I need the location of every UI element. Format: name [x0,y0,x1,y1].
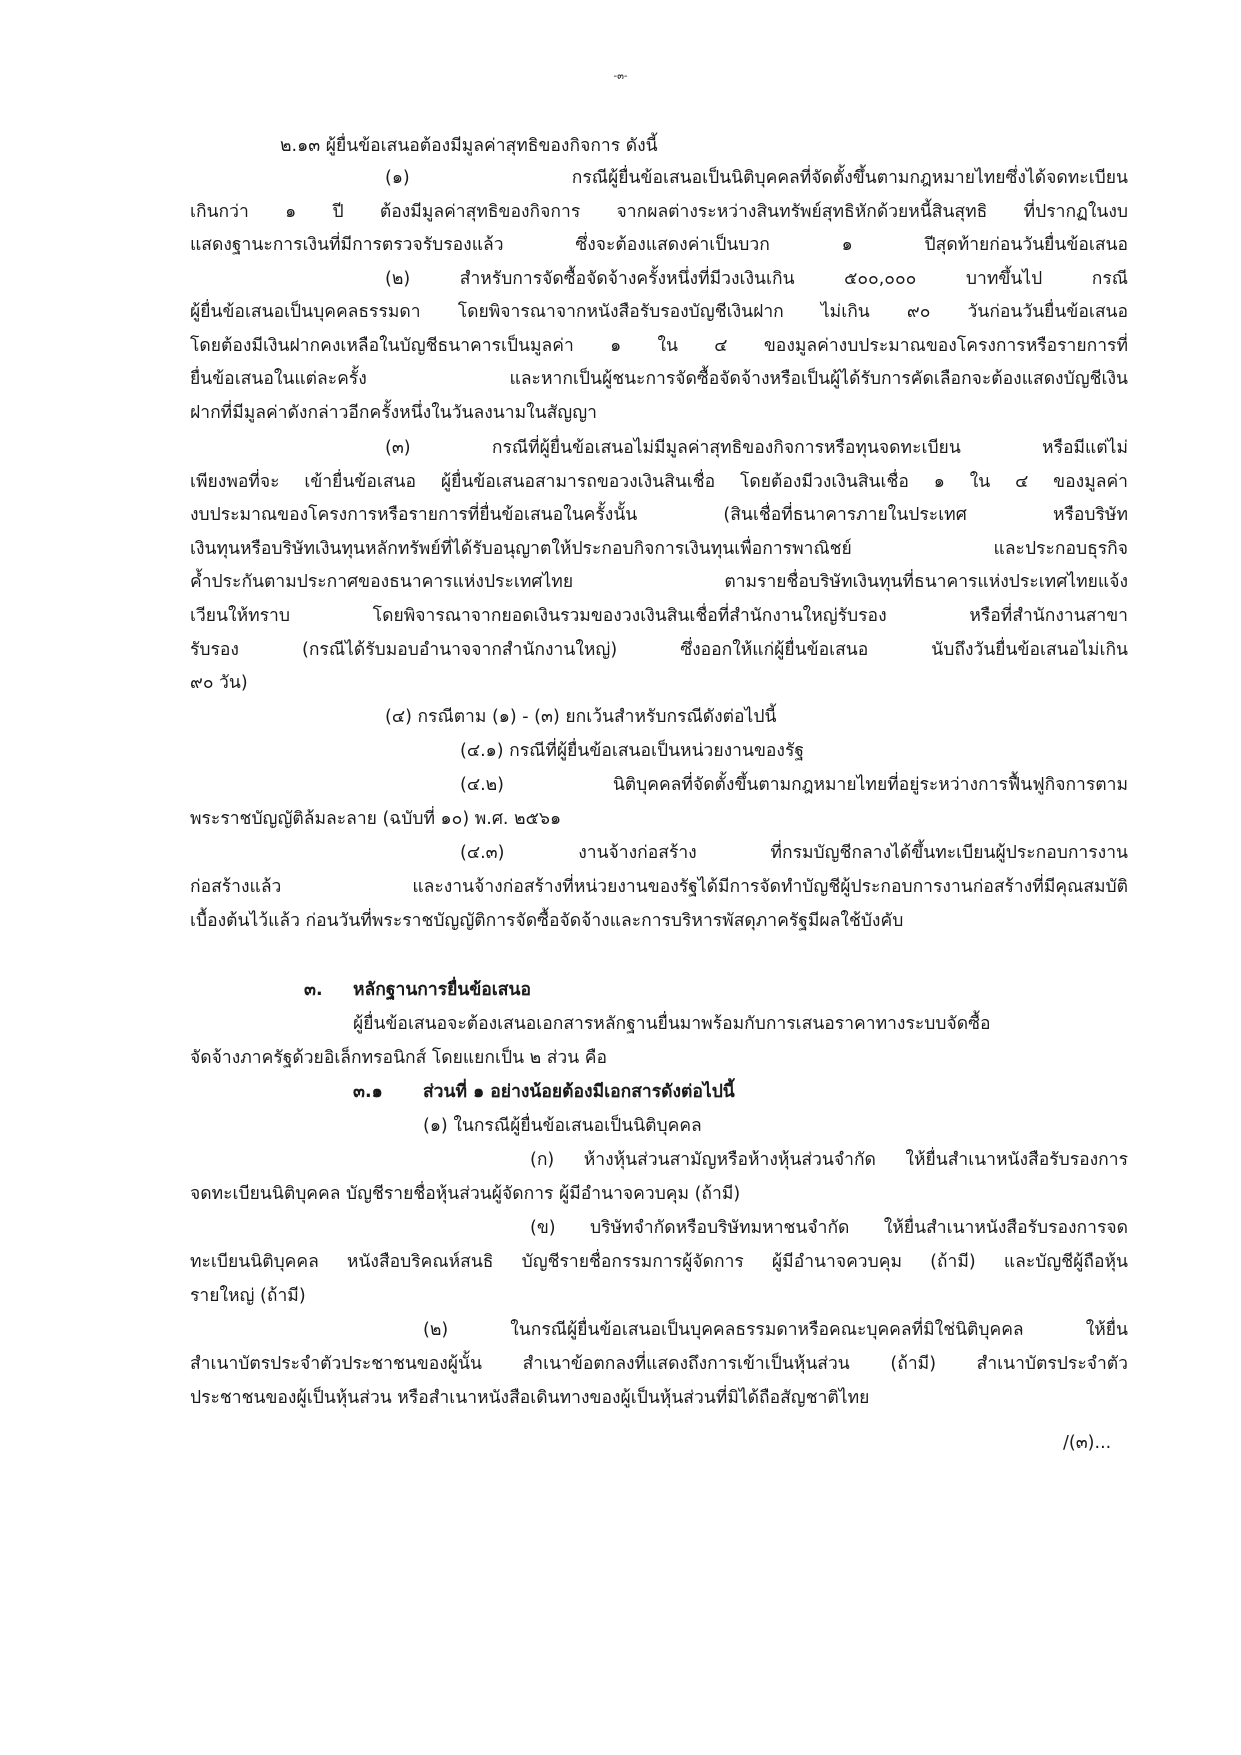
section-3-title: หลักฐานการยื่นข้อเสนอ [353,980,531,1000]
paragraph-line: (๔.๓) งานจ้างก่อสร้าง ที่กรมบัญชีกลางได้ขึ้นทะเบียนผู้ประกอบการงาน [460,843,1128,863]
paragraph-line: (๔.๒) นิติบุคคลที่จัดตั้งขึ้นตามกฎหมายไทยที่อยู่ระหว่างการฟื้นฟูกิจการตาม [460,775,1128,795]
paragraph-line: พระราชบัญญัติล้มละลาย (ฉบับที่ ๑๐) พ.ศ. ๒๕๖๑ [190,809,562,829]
paragraph-line: เงินทุนหรือบริษัทเงินทุนหลักทรัพย์ที่ได้รับอนุญาตให้ประกอบกิจการเงินทุนเพื่อการพาณิชย์ และประกอบธุรกิจ [190,539,1128,559]
paragraph-line: ทะเบียนนิติบุคคล หนังสือบริคณห์สนธิ บัญชีรายชื่อกรรมการผู้จัดการ ผู้มีอำนาจควบคุม (ถ้ามี) และบัญชีผู้ถือหุ้น [190,1252,1128,1272]
page-number: -๓- [613,71,628,82]
section-3-1-title: ส่วนที่ ๑ อย่างน้อยต้องมีเอกสารดังต่อไปนี้ [423,1082,735,1102]
paragraph-line: เวียนให้ทราบ โดยพิจารณาจากยอดเงินรวมของวงเงินสินเชื่อที่สำนักงานใหญ่รับรอง หรือที่สำนักงานสาขา [190,606,1128,626]
clause-2-13-heading: ๒.๑๓ ผู้ยื่นข้อเสนอต้องมีมูลค่าสุทธิของกิจการ ดังนี้ [280,136,658,156]
paragraph-line: ยื่นข้อเสนอในแต่ละครั้ง และหากเป็นผู้ชนะการจัดซื้อจัดจ้างหรือเป็นผู้ได้รับการคัดเลือกจะต้องแสดงบัญชีเงิน [190,369,1128,389]
paragraph-line: รายใหญ่ (ถ้ามี) [190,1286,306,1306]
paragraph-line: ก่อสร้างแล้ว และงานจ้างก่อสร้างที่หน่วยงานของรัฐได้มีการจัดทำบัญชีผู้ประกอบการงานก่อสร้างที่มีคุณสมบัติ [190,877,1128,897]
paragraph-line: (๔.๑) กรณีที่ผู้ยื่นข้อเสนอเป็นหน่วยงานของรัฐ [460,741,805,761]
paragraph-line: รับรอง (กรณีได้รับมอบอำนาจจากสำนักงานใหญ่) ซึ่งออกให้แก่ผู้ยื่นข้อเสนอ นับถึงวันยื่นข้อเสนอไม่เกิน [190,640,1128,660]
paragraph-line: เกินกว่า ๑ ปี ต้องมีมูลค่าสุทธิของกิจการ จากผลต่างระหว่างสินทรัพย์สุทธิหักด้วยหนี้สินสุทธิ ที่ปรากฏในงบ [190,202,1128,222]
paragraph-line: (๔) กรณีตาม (๑) - (๓) ยกเว้นสำหรับกรณีดังต่อไปนี้ [385,707,777,727]
paragraph-line: เพียงพอที่จะ เข้ายื่นข้อเสนอ ผู้ยื่นข้อเสนอสามารถขอวงเงินสินเชื่อ โดยต้องมีวงเงินสินเชื่อ ๑ ใน ๔ ของมูลค่า [190,472,1128,492]
paragraph-line: (๓) กรณีที่ผู้ยื่นข้อเสนอไม่มีมูลค่าสุทธิของกิจการหรือทุนจดทะเบียน หรือมีแต่ไม่ [385,438,1128,458]
paragraph-line: (๑) ในกรณีผู้ยื่นข้อเสนอเป็นนิติบุคคล [423,1116,702,1136]
paragraph-line: ฝากที่มีมูลค่าดังกล่าวอีกครั้งหนึ่งในวันลงนามในสัญญา [190,403,597,423]
paragraph-line: จัดจ้างภาครัฐด้วยอิเล็กทรอนิกส์ โดยแยกเป็น ๒ ส่วน คือ [190,1048,607,1068]
section-3-1-number: ๓.๑ [353,1082,383,1102]
paragraph-line: ๙๐ วัน) [190,673,248,693]
continuation-marker: /(๓)... [1063,1433,1112,1453]
paragraph-line: จดทะเบียนนิติบุคคล บัญชีรายชื่อหุ้นส่วนผู้จัดการ ผู้มีอำนาจควบคุม (ถ้ามี) [190,1184,741,1204]
paragraph-line: (ข) บริษัทจำกัดหรือบริษัทมหาชนจำกัด ให้ยื่นสำเนาหนังสือรับรองการจด [530,1218,1128,1238]
paragraph-line: สำเนาบัตรประจำตัวประชาชนของผู้นั้น สำเนาข้อตกลงที่แสดงถึงการเข้าเป็นหุ้นส่วน (ถ้ามี) สำเนาบัตรประจำตัว [190,1354,1128,1374]
paragraph-line: แสดงฐานะการเงินที่มีการตรวจรับรองแล้ว ซึ่งจะต้องแสดงค่าเป็นบวก ๑ ปีสุดท้ายก่อนวันยื่นข้อเสนอ [190,235,1128,255]
paragraph-line: ค้ำประกันตามประกาศของธนาคารแห่งประเทศไทย ตามรายชื่อบริษัทเงินทุนที่ธนาคารแห่งประเทศไทยแจ้ง [190,572,1128,592]
paragraph-line: เบื้องต้นไว้แล้ว ก่อนวันที่พระราชบัญญัติการจัดซื้อจัดจ้างและการบริหารพัสดุภาครัฐมีผลใช้บังคับ [190,911,904,931]
section-3-number: ๓. [304,980,323,1000]
paragraph-line: (๑) กรณีผู้ยื่นข้อเสนอเป็นนิติบุคคลที่จัดตั้งขึ้นตามกฎหมายไทยซึ่งได้จดทะเบียน [385,168,1128,188]
paragraph-line: ผู้ยื่นข้อเสนอจะต้องเสนอเอกสารหลักฐานยื่นมาพร้อมกับการเสนอราคาทางระบบจัดซื้อ [353,1014,991,1034]
paragraph-line: งบประมาณของโครงการหรือรายการที่ยื่นข้อเสนอในครั้งนั้น (สินเชื่อที่ธนาคารภายในประเทศ หรือบริษัท [190,505,1128,525]
paragraph-line: ประชาชนของผู้เป็นหุ้นส่วน หรือสำเนาหนังสือเดินทางของผู้เป็นหุ้นส่วนที่มิได้ถือสัญชาติไทย [190,1388,870,1408]
paragraph-line: โดยต้องมีเงินฝากคงเหลือในบัญชีธนาคารเป็นมูลค่า ๑ ใน ๔ ของมูลค่างบประมาณของโครงการหรือรายการที่ [190,336,1128,356]
paragraph-line: (๒) ในกรณีผู้ยื่นข้อเสนอเป็นบุคคลธรรมดาหรือคณะบุคคลที่มิใช่นิติบุคคล ให้ยื่น [423,1320,1128,1340]
paragraph-line: ผู้ยื่นข้อเสนอเป็นบุคคลธรรมดา โดยพิจารณาจากหนังสือรับรองบัญชีเงินฝาก ไม่เกิน ๙๐ วันก่อนวันยื่นข้อเสนอ [190,302,1128,322]
paragraph-line: (ก) ห้างหุ้นส่วนสามัญหรือห้างหุ้นส่วนจำกัด ให้ยื่นสำเนาหนังสือรับรองการ [530,1150,1128,1170]
paragraph-line: (๒) สำหรับการจัดซื้อจัดจ้างครั้งหนึ่งที่มีวงเงินเกิน ๕๐๐,๐๐๐ บาทขึ้นไป กรณี [385,269,1128,289]
